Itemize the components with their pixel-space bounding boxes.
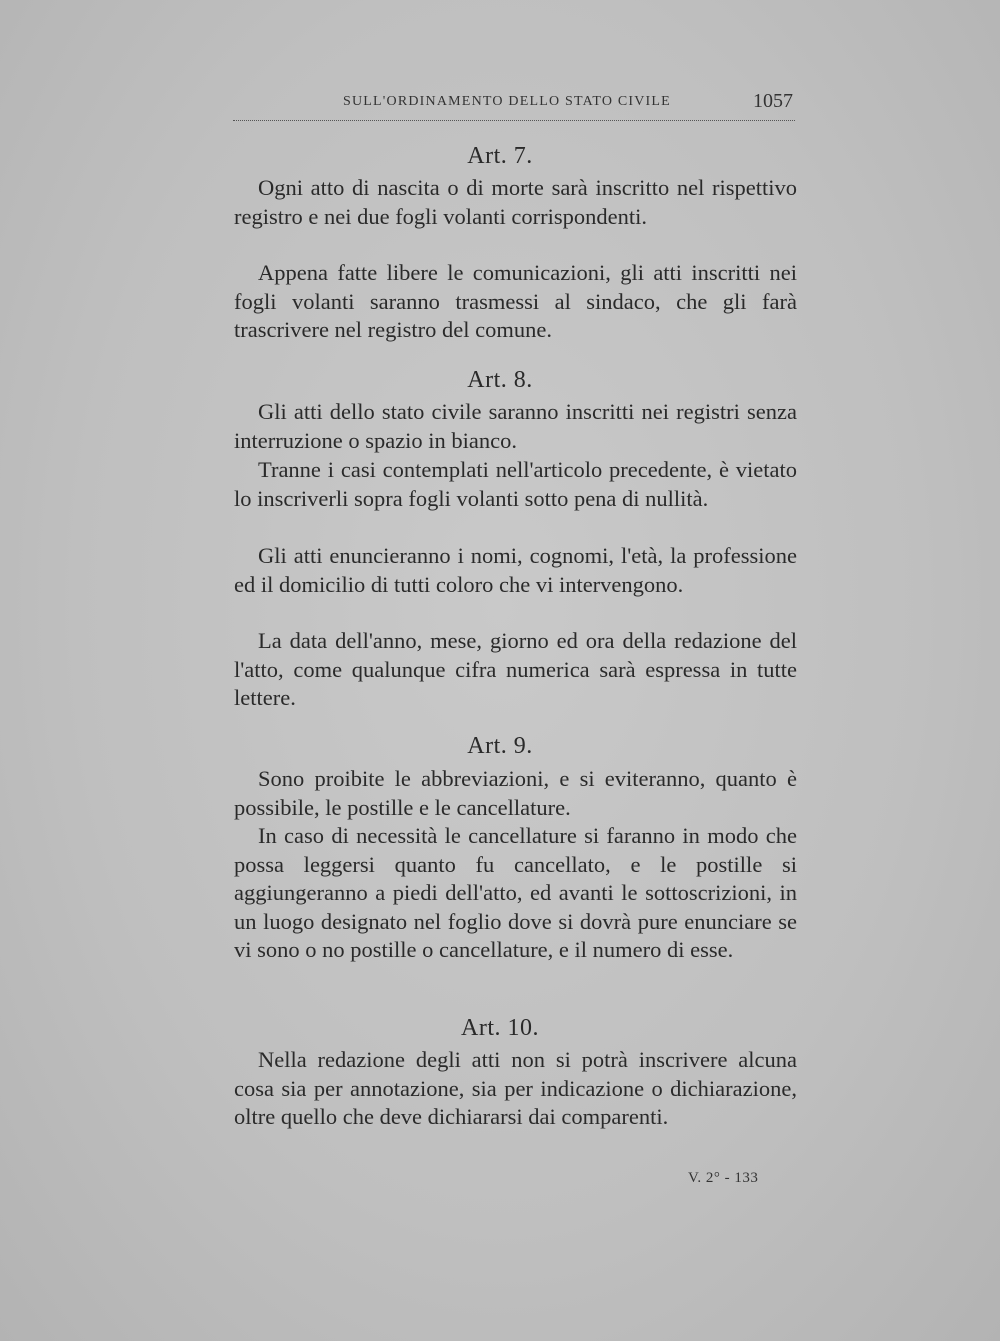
article-9-paragraph-2: In caso di necessità le cancellature si faranno in modo che possa leggersi quanto fu cancellato, e le postille si aggiungeranno a piedi dell'atto, ed avanti le sottoscrizioni, in un luogo designato nel foglio dove si dovrà pure enunciare se vi sono o no postille o cancellature, e il numero di esse.: [234, 823, 797, 963]
running-title: SULL'ORDINAMENTO DELLO STATO CIVILE: [343, 94, 671, 109]
article-8-paragraph-1: Gli atti dello stato civile saranno inscritti nei registri senza interruzione o spazio in bianco.: [234, 399, 797, 453]
article-title-8: Art. 8.: [467, 367, 533, 393]
page-number: 1057: [753, 90, 793, 112]
article-title-9: Art. 9.: [467, 733, 533, 759]
article-title-7: Art. 7.: [467, 143, 533, 169]
article-title-10: Art. 10.: [461, 1015, 539, 1041]
article-7-paragraph-2: Appena fatte libere le comunicazioni, gli atti inscritti nei fogli volanti saranno trasmessi al sindaco, che gli farà trascrivere nel registro del comune.: [234, 260, 797, 343]
article-10-paragraph-1: Nella redazione degli atti non si potrà inscrivere alcuna cosa sia per annotazione, sia per indicazione o dichiarazione, oltre quello che deve dichiararsi dai comparenti.: [234, 1047, 797, 1130]
article-9-paragraph-1: Sono proibite le abbreviazioni, e si eviteranno, quanto è possibile, le postille e le cancellature.: [234, 766, 797, 820]
article-7-paragraph-1: Ogni atto di nascita o di morte sarà inscritto nel rispettivo registro e nei due fogli volanti corrispondenti.: [234, 175, 797, 229]
page-header: [233, 90, 795, 121]
article-8-paragraph-4: La data dell'anno, mese, giorno ed ora della redazione del l'atto, come qualunque cifra numerica sarà espressa in tutte lettere.: [234, 628, 797, 711]
article-8-paragraph-2: Tranne i casi contemplati nell'articolo precedente, è vietato lo inscriverli sopra fogli volanti sotto pena di nullità.: [234, 457, 797, 511]
article-8-paragraph-3: Gli atti enuncieranno i nomi, cognomi, l'età, la professione ed il domicilio di tutti coloro che vi intervengono.: [234, 543, 797, 597]
printer-signature-mark: V. 2° - 133: [688, 1170, 759, 1186]
